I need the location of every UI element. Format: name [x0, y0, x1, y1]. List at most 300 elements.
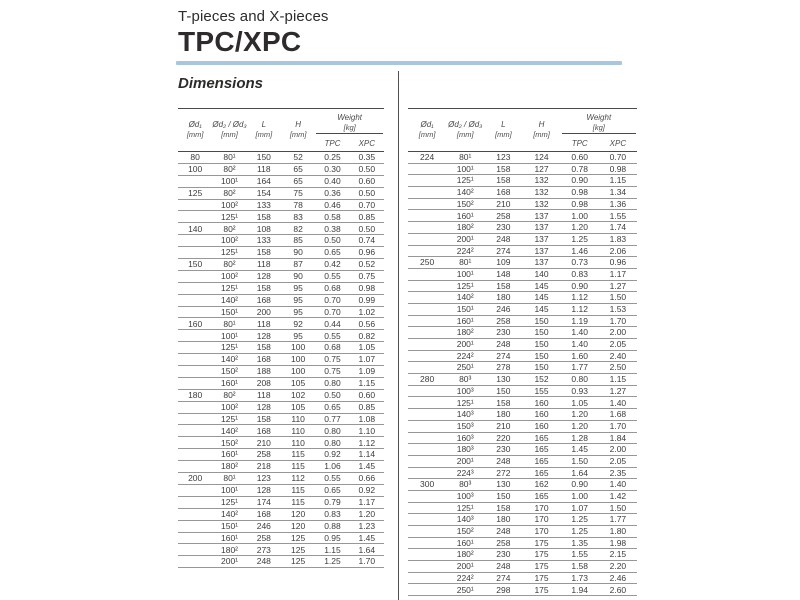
table-row: [408, 152, 637, 164]
table-row: [178, 211, 384, 223]
table-cell: 230: [484, 222, 522, 234]
table-cell: 162: [522, 479, 560, 491]
table-cell: 165: [522, 455, 560, 467]
table-cell: 1.45: [561, 444, 599, 456]
table-cell: [178, 532, 212, 544]
table-cell: 0.65: [315, 247, 349, 259]
table-cell: 0.60: [350, 389, 384, 401]
table-cell: 248: [484, 455, 522, 467]
table-cell: 208: [247, 377, 281, 389]
table-cell: 0.50: [350, 163, 384, 175]
table-row: [178, 187, 384, 199]
table-cell: 125: [281, 556, 315, 568]
table-cell: 150²: [212, 437, 246, 449]
table-cell: 1.10: [350, 425, 384, 437]
table-cell: 1.14: [350, 449, 384, 461]
table-cell: 118: [247, 389, 281, 401]
table-cell: 80¹: [446, 152, 484, 164]
table-row: [178, 532, 384, 544]
table-row: [408, 350, 637, 362]
table-cell: 0.25: [315, 152, 349, 164]
table-cell: [408, 526, 446, 538]
table-row: [408, 526, 637, 538]
table-cell: 154: [247, 187, 281, 199]
table-cell: 0.70: [350, 199, 384, 211]
table-cell: 1.15: [315, 544, 349, 556]
table-cell: 95: [281, 294, 315, 306]
table-cell: 150: [484, 385, 522, 397]
table-cell: 0.77: [315, 413, 349, 425]
table-cell: 100: [281, 354, 315, 366]
table-cell: [408, 210, 446, 222]
table-cell: 2.00: [599, 327, 637, 339]
table-row: [178, 508, 384, 520]
col-header-d1: [178, 109, 212, 152]
table-cell: [178, 294, 212, 306]
table-row: [408, 303, 637, 315]
table-row: [408, 490, 637, 502]
table-cell: 130: [484, 479, 522, 491]
table-cell: 246: [484, 303, 522, 315]
table-cell: 180²: [446, 222, 484, 234]
table-cell: [408, 444, 446, 456]
table-cell: 80²: [212, 259, 246, 271]
table-cell: [408, 245, 446, 257]
table-cell: 0.35: [350, 152, 384, 164]
table-cell: 158: [484, 397, 522, 409]
table-cell: 1.09: [350, 366, 384, 378]
table-cell: [178, 282, 212, 294]
table-row: [178, 223, 384, 235]
table-row: [408, 561, 637, 573]
table-cell: 0.82: [350, 330, 384, 342]
table-cell: 165: [522, 467, 560, 479]
accent-rule: [176, 61, 622, 65]
table-cell: 168: [247, 508, 281, 520]
table-cell: 0.75: [350, 270, 384, 282]
dimensions-table-right: [408, 108, 637, 596]
table-cell: 1.15: [599, 175, 637, 187]
table-cell: 125¹: [212, 342, 246, 354]
table-cell: 132: [522, 175, 560, 187]
table-cell: 95: [281, 330, 315, 342]
table-cell: 100³: [446, 385, 484, 397]
table-cell: [178, 354, 212, 366]
table-row: [408, 444, 637, 456]
table-cell: [178, 247, 212, 259]
table-cell: 0.96: [350, 247, 384, 259]
table-row: [178, 175, 384, 187]
table-cell: 0.98: [561, 187, 599, 199]
table-row: [178, 413, 384, 425]
table-cell: 1.15: [599, 374, 637, 386]
table-cell: [408, 561, 446, 573]
table-cell: 158: [247, 211, 281, 223]
table-cell: 0.80: [561, 374, 599, 386]
table-cell: 1.64: [350, 544, 384, 556]
table-cell: 75: [281, 187, 315, 199]
table-cell: [408, 467, 446, 479]
table-cell: 150: [522, 339, 560, 351]
table-cell: 0.90: [561, 175, 599, 187]
col-header-d1: [408, 109, 446, 152]
table-cell: 1.45: [350, 532, 384, 544]
table-cell: 0.50: [315, 235, 349, 247]
table-cell: 1.98: [599, 537, 637, 549]
table-cell: 0.80: [315, 437, 349, 449]
col-header-h-unit: [mm]: [289, 130, 307, 139]
table-cell: [178, 377, 212, 389]
table-cell: 158: [484, 163, 522, 175]
table-cell: 1.17: [599, 268, 637, 280]
table-cell: 120: [281, 520, 315, 532]
table-cell: [408, 339, 446, 351]
table-cell: 0.38: [315, 223, 349, 235]
table-row: [408, 502, 637, 514]
table-cell: 0.75: [315, 354, 349, 366]
table-cell: 200¹: [446, 455, 484, 467]
table-cell: 248: [484, 339, 522, 351]
table-cell: 82: [281, 223, 315, 235]
table-cell: 125¹: [212, 413, 246, 425]
table-cell: 105: [281, 401, 315, 413]
table-cell: 1.20: [350, 508, 384, 520]
table-cell: 110: [281, 437, 315, 449]
table-cell: 100¹: [212, 484, 246, 496]
table-cell: 80¹: [212, 318, 246, 330]
table-cell: 274: [484, 572, 522, 584]
table-cell: 230: [484, 327, 522, 339]
table-cell: 224²: [446, 245, 484, 257]
table-cell: 175: [522, 584, 560, 596]
table-cell: 0.98: [561, 198, 599, 210]
table-cell: 280: [408, 374, 446, 386]
table-cell: 1.12: [561, 292, 599, 304]
table-cell: [408, 572, 446, 584]
dimensions-table-left: [178, 108, 384, 568]
table-cell: [178, 306, 212, 318]
table-cell: 65: [281, 163, 315, 175]
table-cell: 1.12: [350, 437, 384, 449]
table-cell: 140³: [446, 514, 484, 526]
table-cell: 218: [247, 461, 281, 473]
table-row: [178, 163, 384, 175]
table-cell: 133: [247, 235, 281, 247]
table-cell: 0.73: [561, 257, 599, 269]
table-cell: 200: [178, 473, 212, 485]
table-cell: 0.80: [315, 425, 349, 437]
table-cell: 250¹: [446, 584, 484, 596]
table-cell: 248: [484, 526, 522, 538]
table-cell: 80²: [212, 187, 246, 199]
table-cell: 2.05: [599, 455, 637, 467]
table-cell: 168: [484, 187, 522, 199]
table-cell: 80²: [212, 163, 246, 175]
col-header-xpc: XPC: [599, 137, 637, 152]
table-cell: 145: [522, 292, 560, 304]
table-row: [178, 270, 384, 282]
table-cell: 2.40: [599, 350, 637, 362]
col-header-d1-unit: [mm]: [186, 130, 204, 139]
table-cell: 224²: [446, 350, 484, 362]
table-cell: 128: [247, 270, 281, 282]
table-cell: 1.07: [350, 354, 384, 366]
table-cell: 0.65: [315, 401, 349, 413]
table-cell: 0.58: [315, 211, 349, 223]
table-cell: 0.68: [315, 342, 349, 354]
table-cell: 65: [281, 175, 315, 187]
table-row: [408, 292, 637, 304]
table-cell: 85: [281, 235, 315, 247]
table-cell: 115: [281, 461, 315, 473]
table-cell: 0.55: [315, 270, 349, 282]
col-header-h: [281, 109, 315, 152]
table-cell: 160: [522, 420, 560, 432]
table-cell: [408, 584, 446, 596]
table-cell: 170: [522, 526, 560, 538]
table-cell: 158: [484, 502, 522, 514]
table-cell: 90: [281, 247, 315, 259]
section-title-dimensions: Dimensions: [178, 75, 264, 92]
col-header-d1-unit: [mm]: [418, 130, 436, 139]
table-cell: 1.40: [599, 397, 637, 409]
table-row: [178, 449, 384, 461]
table-cell: 1.27: [599, 280, 637, 292]
table-cell: 100³: [446, 490, 484, 502]
table-cell: 100¹: [212, 330, 246, 342]
table-cell: 1.08: [350, 413, 384, 425]
col-header-tpc: TPC: [315, 137, 349, 152]
table-cell: 0.40: [315, 175, 349, 187]
table-header: [408, 109, 637, 152]
table-cell: 100: [178, 163, 212, 175]
col-header-weight-label-block: [562, 111, 636, 134]
table-cell: 0.50: [315, 389, 349, 401]
table-cell: 150¹: [212, 306, 246, 318]
table-cell: 90: [281, 270, 315, 282]
table-cell: 128: [247, 401, 281, 413]
table-cell: 52: [281, 152, 315, 164]
table-cell: 137: [522, 233, 560, 245]
table-cell: 158: [484, 175, 522, 187]
table-row: [408, 549, 637, 561]
table-cell: 140²: [446, 292, 484, 304]
table-header: [178, 109, 384, 152]
table-cell: [178, 520, 212, 532]
table-cell: 140²: [212, 508, 246, 520]
table-cell: 137: [522, 210, 560, 222]
table-cell: 2.60: [599, 584, 637, 596]
table-cell: 258: [484, 537, 522, 549]
table-cell: 100: [281, 342, 315, 354]
table-cell: 1.53: [599, 303, 637, 315]
table-cell: 1.20: [561, 420, 599, 432]
table-row: [408, 455, 637, 467]
table-cell: 158: [247, 247, 281, 259]
table-cell: 1.50: [599, 292, 637, 304]
table-cell: [178, 366, 212, 378]
table-cell: 1.17: [350, 496, 384, 508]
table-row: [178, 461, 384, 473]
table-cell: 1.00: [561, 210, 599, 222]
col-header-h-unit: [mm]: [533, 130, 550, 139]
table-cell: 1.80: [599, 526, 637, 538]
table-cell: 1.60: [561, 350, 599, 362]
table-cell: 220: [484, 432, 522, 444]
table-cell: 258: [484, 210, 522, 222]
table-cell: 1.40: [561, 339, 599, 351]
table-cell: [408, 315, 446, 327]
table-cell: 1.20: [561, 222, 599, 234]
col-header-h: [522, 109, 560, 152]
table-cell: 137: [522, 222, 560, 234]
table-cell: 80¹: [212, 473, 246, 485]
table-cell: 150²: [446, 198, 484, 210]
table-cell: 0.85: [350, 211, 384, 223]
table-cell: 2.50: [599, 362, 637, 374]
col-header-d1-label: Ød₁: [188, 120, 202, 129]
table-cell: 1.58: [561, 561, 599, 573]
table-cell: 150: [178, 259, 212, 271]
table-cell: [178, 270, 212, 282]
table-cell: 150³: [446, 420, 484, 432]
table-cell: 152: [522, 374, 560, 386]
table-cell: 2.20: [599, 561, 637, 573]
table-cell: 0.98: [599, 163, 637, 175]
table-cell: 2.00: [599, 444, 637, 456]
table-cell: 83: [281, 211, 315, 223]
table-cell: 200: [247, 306, 281, 318]
table-cell: [408, 537, 446, 549]
table-cell: 0.50: [350, 223, 384, 235]
dimensions-table-left-wrap: [178, 108, 384, 568]
table-cell: 137: [522, 257, 560, 269]
table-cell: 278: [484, 362, 522, 374]
table-cell: [178, 425, 212, 437]
table-cell: 274: [484, 350, 522, 362]
table-cell: 1.50: [599, 502, 637, 514]
table-cell: 258: [247, 532, 281, 544]
table-cell: [178, 556, 212, 568]
table-cell: 160¹: [212, 532, 246, 544]
table-cell: 1.77: [561, 362, 599, 374]
table-row: [178, 330, 384, 342]
table-cell: 0.70: [315, 306, 349, 318]
table-cell: 125¹: [212, 282, 246, 294]
table-cell: 230: [484, 549, 522, 561]
table-cell: 80: [178, 152, 212, 164]
table-row: [408, 327, 637, 339]
table-cell: 150¹: [212, 520, 246, 532]
table-cell: 160³: [446, 432, 484, 444]
table-row: [178, 294, 384, 306]
table-cell: 80¹: [212, 152, 246, 164]
table-cell: 300: [408, 479, 446, 491]
table-cell: 80²: [212, 389, 246, 401]
table-cell: 95: [281, 282, 315, 294]
table-row: [178, 425, 384, 437]
table-cell: 1.07: [561, 502, 599, 514]
table-cell: 246: [247, 520, 281, 532]
table-row: [178, 544, 384, 556]
table-cell: 0.55: [315, 473, 349, 485]
table-cell: [178, 496, 212, 508]
table-cell: 0.88: [315, 520, 349, 532]
table-row: [408, 385, 637, 397]
table-row: [408, 245, 637, 257]
table-cell: 125¹: [446, 280, 484, 292]
table-cell: 1.28: [561, 432, 599, 444]
table-cell: [178, 330, 212, 342]
table-cell: 2.35: [599, 467, 637, 479]
table-cell: 180²: [446, 327, 484, 339]
table-cell: 0.46: [315, 199, 349, 211]
table-cell: 0.55: [315, 330, 349, 342]
table-cell: [408, 292, 446, 304]
table-cell: 160: [522, 397, 560, 409]
table-cell: 224²: [446, 572, 484, 584]
table-row: [408, 572, 637, 584]
table-cell: 100¹: [212, 175, 246, 187]
table-row: [178, 366, 384, 378]
table-cell: 0.79: [315, 496, 349, 508]
table-cell: [178, 342, 212, 354]
table-row: [408, 187, 637, 199]
table-cell: 102: [281, 389, 315, 401]
table-cell: 0.68: [315, 282, 349, 294]
table-cell: 108: [247, 223, 281, 235]
table-cell: 2.06: [599, 245, 637, 257]
table-row: [408, 397, 637, 409]
table-cell: 125¹: [446, 502, 484, 514]
table-cell: 1.50: [561, 455, 599, 467]
table-cell: 174: [247, 496, 281, 508]
table-cell: [178, 401, 212, 413]
table-row: [408, 280, 637, 292]
table-cell: [408, 385, 446, 397]
table-cell: 150: [522, 315, 560, 327]
table-cell: 132: [522, 198, 560, 210]
table-row: [408, 268, 637, 280]
table-row: [178, 377, 384, 389]
table-cell: 0.95: [315, 532, 349, 544]
table-cell: [408, 268, 446, 280]
table-cell: 200¹: [446, 233, 484, 245]
table-cell: 165: [522, 432, 560, 444]
table-body-left: [178, 152, 384, 568]
table-cell: 224³: [446, 467, 484, 479]
table-cell: 100¹: [446, 268, 484, 280]
table-row: [408, 222, 637, 234]
table-cell: 175: [522, 549, 560, 561]
table-cell: 109: [484, 257, 522, 269]
table-cell: 1.45: [350, 461, 384, 473]
table-cell: 150¹: [446, 303, 484, 315]
table-cell: 0.52: [350, 259, 384, 271]
col-header-weight-label: Weight: [337, 113, 363, 122]
table-cell: [178, 544, 212, 556]
table-cell: 140: [522, 268, 560, 280]
table-cell: 150²: [212, 366, 246, 378]
table-cell: [178, 211, 212, 223]
table-cell: [408, 350, 446, 362]
table-row: [178, 520, 384, 532]
table-cell: 160¹: [446, 210, 484, 222]
table-cell: 1.55: [561, 549, 599, 561]
table-row: [408, 339, 637, 351]
table-cell: [408, 222, 446, 234]
table-cell: 180: [484, 292, 522, 304]
